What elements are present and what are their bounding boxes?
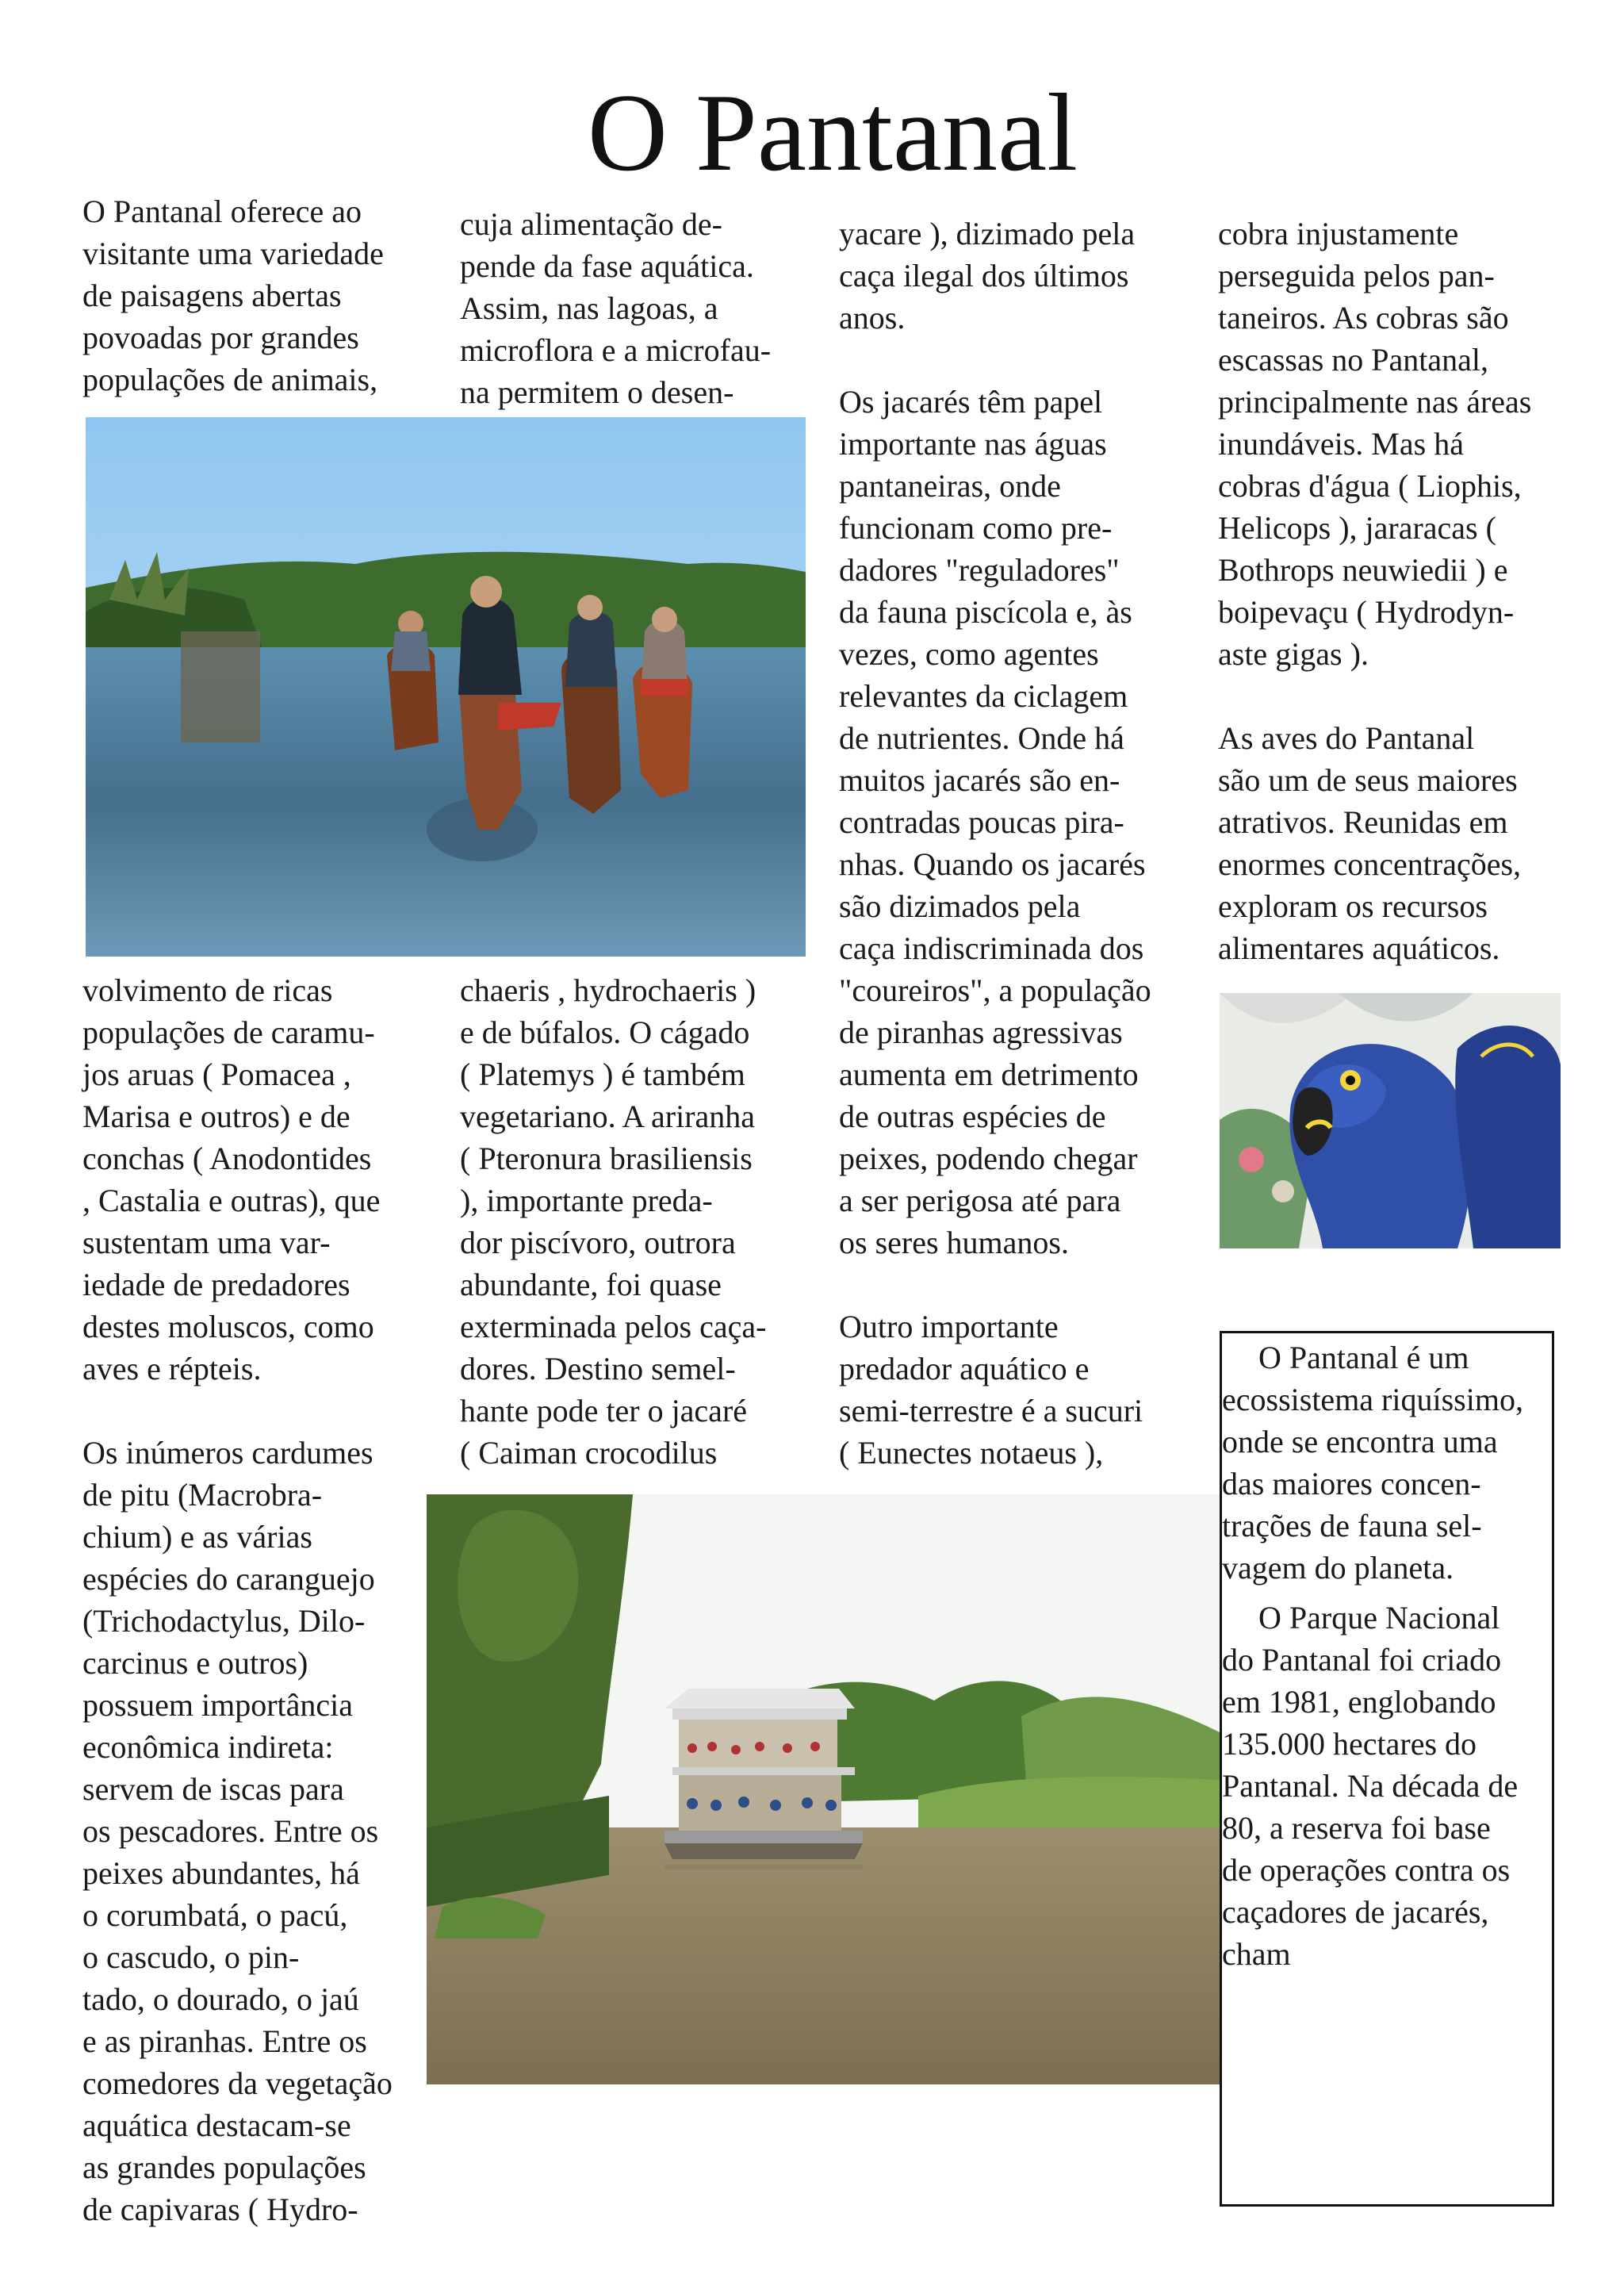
column-1-intro-text: O Pantanal oferece ao visitante uma variedade de paisagens abertas povoadas por grandes populações de animais, (82, 194, 384, 397)
column-2-main-text: chaeris , hydrochaeris ) e de búfalos. O cágado ( Platemys ) é também vegetariano. A ariranha ( Pteronura brasiliensis ), importante preda- dor piscívoro, outrora abundante, foi quase exterminada pelos caça- dores. Destino semel- hante pode ter o jacaré ( Caiman crocodilus (460, 972, 767, 1471)
info-box-paragraph-1: O Pantanal é um ecossistema riquíssimo, onde se encontra uma das maiores concen- trações de fauna sel- vagem do planeta. (1222, 1340, 1523, 1586)
tour-boat-river-photo (427, 1494, 1220, 2084)
riders-in-water-photo (86, 417, 806, 957)
page-title: O Pantanal (587, 71, 1078, 194)
column-1-main-text: volvimento de ricas populações de caramu- jos aruas ( Pomacea , Marisa e outros) e de conchas ( Anodontides , Castalia e outras), que sustentam uma var- iedade de predadores destes moluscos, como aves e répteis. Os inúmeros cardumes de pitu (Macrobra- chium) e as várias espécies do caranguejo (Trichodactylus, Dilo- carcinus e outros) possuem importância econômica indireta: servem de iscas para os pescadores. Entre os peixes abundantes, há o corumbatá, o pacú, o cascudo, o pin- tado, o dourado, o jaú e as piranhas. Entre os comedores da vegetação aquática destacam-se as grandes populações de capivaras ( Hydro- (82, 972, 393, 2227)
info-box-paragraph-2: O Parque Nacional do Pantanal foi criado em 1981, englobando 135.000 hectares do Pantanal. Na década de 80, a reserva foi base de operações contra os caçadores de jacarés, cham (1222, 1600, 1519, 1972)
blue-macaws-photo (1220, 993, 1561, 1248)
info-box (1220, 1331, 1554, 2207)
column-4-text: cobra injustamente perseguida pelos pan- taneiros. As cobras são escassas no Pantanal, principalmente nas áreas inundáveis. Mas há cobras d'água ( Liophis, Helicops ), jararacas ( Bothrops neuwiedii ) e boipevaçu ( Hydrodyn- aste gigas ). As aves do Pantanal são um de seus maiores atrativos. Reunidas em enormes concentrações, exploram os recursos alimentares aquáticos. (1218, 216, 1532, 966)
column-3-text: yacare ), dizimado pela caça ilegal dos últimos anos. Os jacarés têm papel importante nas águas pantaneiras, onde funcionam como pre- dadores "reguladores" da fauna piscícola e, às vezes, como agentes relevantes da ciclagem de nutrientes. Onde há muitos jacarés são en- contradas poucas pira- nhas. Quando os jacarés são dizimados pela caça indiscriminada dos "coureiros", a população de piranhas agressivas aumenta em detrimento de outras espécies de peixes, podendo chegar a ser perigosa até para os seres humanos. Outro importante predador aquático e semi-terrestre é a sucuri ( Eunectes notaeus ), (839, 216, 1151, 1471)
column-2-intro-text: cuja alimentação de- pende da fase aquática. Assim, nas lagoas, a microflora e a microfau- na permitem o desen- (460, 206, 772, 410)
